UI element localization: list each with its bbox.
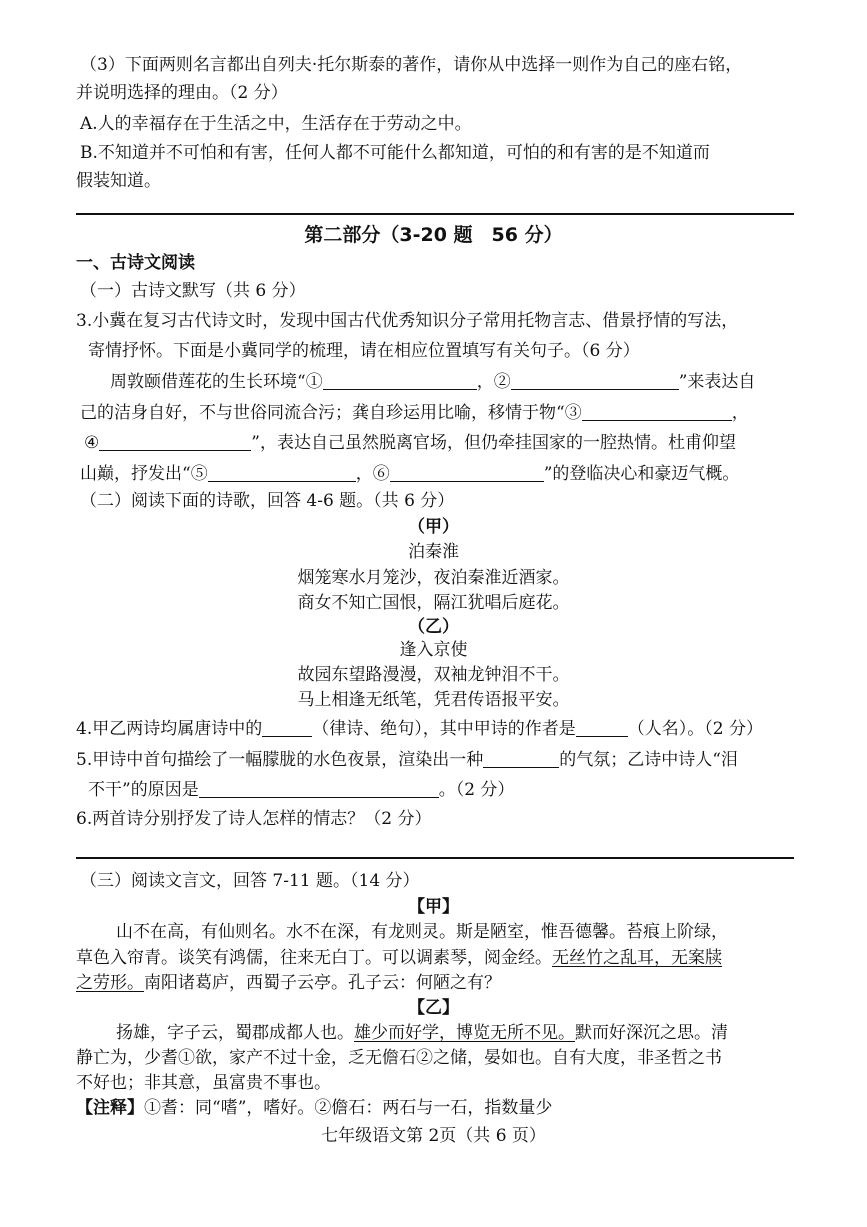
poem-a-line2: 商女不知亡国恨，隔江犹唱后庭花。 <box>297 593 570 613</box>
fill-line1 <box>110 369 755 395</box>
classical-a-line2 <box>76 945 722 971</box>
poem-b-title: 逢入京使 <box>399 640 468 660</box>
page-footer: 七年级语文第 2页（共 6 页） <box>321 1126 546 1146</box>
fill-text: ，⑥ <box>355 464 390 484</box>
classical-b-line3: 不好也；非其意，虽富贵不事也。 <box>76 1073 331 1093</box>
blank-2[interactable] <box>511 371 679 390</box>
q5-line2 <box>88 777 514 803</box>
fill-text: 己的洁身自好，不与世俗同流合污；龚自珍运用比喻，移情于物“③ <box>80 403 582 423</box>
classical-b-line1 <box>116 1020 728 1046</box>
poem-b-tag: （乙） <box>408 617 459 637</box>
classical-b-tag: 【乙】 <box>408 998 459 1018</box>
classical-a-text: 南阳诸葛庐，西蜀子云亭。孔子云：何陋之有？ <box>144 973 501 993</box>
classical-b-underlined: 雄少而好学，博览无所不见。 <box>354 1023 575 1043</box>
section1-heading: 一、古诗文阅读 <box>76 253 195 273</box>
blank-1[interactable] <box>323 371 477 390</box>
fill-text: ， <box>731 403 749 423</box>
q3-option-a: A.人的幸福存在于生活之中，生活存在于劳动之中。 <box>80 114 472 134</box>
q5-text: 的气氛；乙诗中诗人“泪 <box>559 750 738 770</box>
classical-a-line1: 山不在高，有仙则名。水不在深，有龙则灵。斯是陋室，惟吾德馨。苔痕上阶绿， <box>116 922 728 942</box>
fill-text: ，② <box>476 372 511 392</box>
divider-bottom <box>76 857 794 859</box>
q4-text: （人名）。（2 分） <box>627 719 763 739</box>
poem-a-tag: （甲） <box>408 517 459 537</box>
blank-6[interactable] <box>390 463 544 482</box>
q4-text: 4.甲乙两诗均属唐诗中的 <box>76 719 263 739</box>
blank-3[interactable] <box>582 402 732 421</box>
q5-line1 <box>76 747 738 773</box>
fill-line2 <box>80 400 749 426</box>
q5-text: 5.甲诗中首句描绘了一幅朦胧的水色夜景，渲染出一种 <box>76 750 484 770</box>
classical-a-line3 <box>76 970 501 996</box>
poem-b-line2: 马上相逢无纸笔，凭君传语报平安。 <box>297 690 570 710</box>
classical-b-text: 扬雄，字子云，蜀郡成都人也。 <box>116 1023 354 1043</box>
fill-text: ”来表达自 <box>678 372 756 392</box>
fill-text: ”，表达自己虽然脱离官场，但仍牵挂国家的一腔热情。杜甫仰望 <box>251 433 736 453</box>
q6: 6.两首诗分别抒发了诗人怎样的情志？（2 分） <box>76 809 432 829</box>
q3-sub-line1: （3）下面两则名言都出自列夫·托尔斯泰的著作，请你从中选择一则作为自己的座右铭， <box>80 55 743 75</box>
fill-text: 山巅，抒发出“⑤ <box>80 464 208 484</box>
fill-line3 <box>84 430 736 456</box>
q4-text: （律诗、绝句），其中甲诗的作者是 <box>312 719 576 739</box>
sub3-heading: （三）阅读文言文，回答 7-11 题。（14 分） <box>80 871 420 891</box>
q5-text: 。（2 分） <box>438 780 515 800</box>
fill-text: ④ <box>84 433 100 453</box>
blank-4[interactable] <box>99 432 251 451</box>
q5-text: 不干”的原因是 <box>88 780 199 800</box>
classical-a-underlined: 之劳形。 <box>76 973 144 993</box>
annotation-label: 【注释】 <box>76 1098 144 1118</box>
q4-blank-1[interactable] <box>262 718 312 737</box>
classical-b-text: 默而好深沉之思。清 <box>575 1023 728 1043</box>
blank-5[interactable] <box>208 463 356 482</box>
q3-sub-line2: 并说明选择的理由。（2 分） <box>76 83 288 103</box>
sub1-heading: （一）古诗文默写（共 6 分） <box>80 281 306 301</box>
q5-blank-2[interactable] <box>199 779 439 798</box>
classical-a-text: 草色入帘青。谈笑有鸿儒，往来无白丁。可以调素琴，阅金经。 <box>76 948 552 968</box>
q3-option-b-line1: B.不知道并不可怕和有害，任何人都不可能什么都知道，可怕的和有害的是不知道而 <box>80 143 710 163</box>
fill-line4 <box>80 461 739 487</box>
poem-a-line1: 烟笼寒水月笼沙，夜泊秦淮近酒家。 <box>297 568 570 588</box>
q3-stem-line1: 3.小冀在复习古代诗文时，发现中国古代优秀知识分子常用托物言志、借景抒情的写法， <box>76 311 739 331</box>
q5-blank-1[interactable] <box>483 749 559 768</box>
q4 <box>76 716 763 742</box>
fill-text: ”的登临决心和豪迈气概。 <box>543 464 740 484</box>
classical-b-line2: 静亡为，少耆①欲，家产不过十金，乏无儋石②之储，晏如也。自有大度，非圣哲之书 <box>76 1048 722 1068</box>
q3-stem-line2: 寄情抒怀。下面是小冀同学的梳理，请在相应位置填写有关句子。（6 分） <box>88 341 640 361</box>
divider-top <box>76 213 794 215</box>
q3-option-b-line2: 假装知道。 <box>76 171 161 191</box>
classical-a-underlined: 无丝竹之乱耳，无案牍 <box>552 948 722 968</box>
q4-blank-2[interactable] <box>576 718 628 737</box>
poem-a-title: 泊秦淮 <box>408 542 459 562</box>
poem-b-line1: 故园东望路漫漫，双袖龙钟泪不干。 <box>297 665 570 685</box>
fill-text: 周敦颐借莲花的生长环境“① <box>110 372 323 392</box>
annotation <box>76 1095 552 1121</box>
sub2-heading: （二）阅读下面的诗歌，回答 4-6 题。（共 6 分） <box>80 491 455 511</box>
annotation-text: ①耆：同“嗜”，嗜好。②儋石：两石与一石，指数量少 <box>144 1098 553 1118</box>
part2-title: 第二部分（3-20 题 56 分） <box>304 224 563 246</box>
classical-a-tag: 【甲】 <box>408 897 459 917</box>
